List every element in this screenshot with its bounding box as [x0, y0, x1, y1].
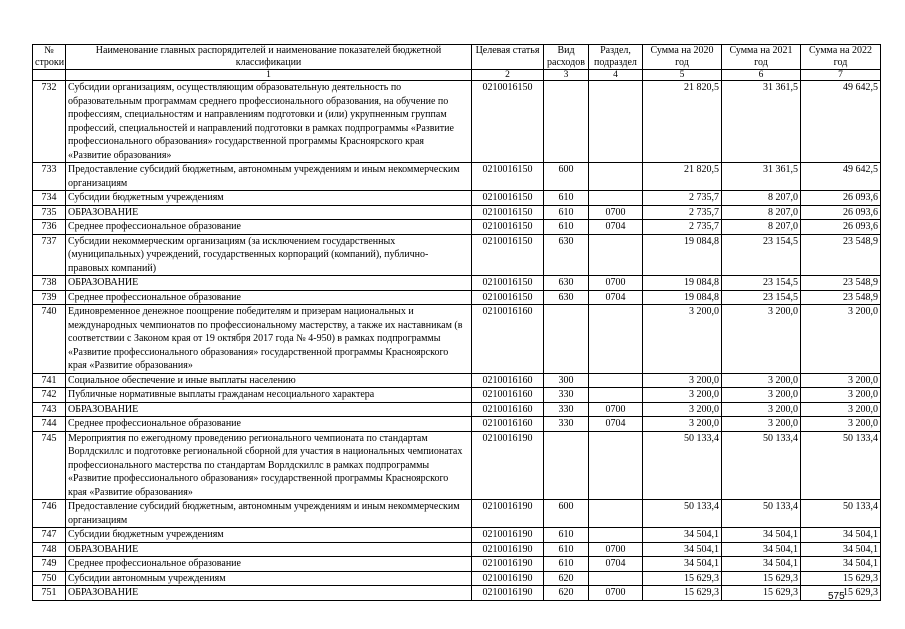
- row-name: Среднее профессиональное образование: [66, 417, 472, 432]
- row-expense-type: 600: [544, 500, 589, 528]
- row-sum-2021: 50 133,4: [722, 431, 801, 500]
- row-section: 0700: [589, 205, 643, 220]
- table-row: [33, 81, 881, 163]
- row-sum-2022: 34 504,1: [801, 542, 881, 557]
- row-expense-type: 630: [544, 234, 589, 276]
- row-sum-2022: 23 548,9: [801, 276, 881, 291]
- row-target-article: 0210016150: [472, 191, 544, 206]
- row-sum-2022: 3 200,0: [801, 305, 881, 374]
- table-row: [33, 163, 881, 191]
- row-expense-type: 610: [544, 542, 589, 557]
- row-sum-2022: 15 629,3: [801, 586, 881, 601]
- row-sum-2020: 2 735,7: [643, 191, 722, 206]
- table-row: [33, 402, 881, 417]
- column-number: 3: [544, 70, 589, 81]
- row-section: [589, 571, 643, 586]
- row-expense-type: 600: [544, 163, 589, 191]
- row-section: [589, 431, 643, 500]
- table-row: [33, 220, 881, 235]
- row-expense-type: 300: [544, 373, 589, 388]
- row-section: 0700: [589, 586, 643, 601]
- row-target-article: 0210016160: [472, 402, 544, 417]
- row-sum-2021: 15 629,3: [722, 571, 801, 586]
- row-section: [589, 500, 643, 528]
- row-name: ОБРАЗОВАНИЕ: [66, 542, 472, 557]
- table-row: [33, 528, 881, 543]
- row-sum-2022: 34 504,1: [801, 557, 881, 572]
- row-number: 741: [33, 373, 66, 388]
- row-sum-2022: 23 548,9: [801, 290, 881, 305]
- header-target: Целевая статья: [472, 45, 544, 70]
- row-expense-type: [544, 431, 589, 500]
- row-sum-2020: 34 504,1: [643, 542, 722, 557]
- row-sum-2021: 8 207,0: [722, 205, 801, 220]
- column-number-row: [33, 70, 881, 81]
- row-sum-2022: 3 200,0: [801, 388, 881, 403]
- page-number: 575: [828, 591, 845, 602]
- row-name: Мероприятия по ежегодному проведению регионального чемпионата по стандартам Ворлдскиллс и подготовке региональной сборной для участия в национальных чемпионатах профессионального мастерства по стандартам Ворлдскиллс в рамках подпрограммы «Развитие профессионального образования» государственной программы Красноярского края «Развитие образования»: [66, 431, 472, 500]
- row-target-article: 0210016190: [472, 431, 544, 500]
- row-sum-2022: 49 642,5: [801, 163, 881, 191]
- row-target-article: 0210016190: [472, 571, 544, 586]
- row-sum-2021: 3 200,0: [722, 305, 801, 374]
- row-sum-2020: 3 200,0: [643, 373, 722, 388]
- row-sum-2021: 3 200,0: [722, 388, 801, 403]
- row-sum-2022: 26 093,6: [801, 191, 881, 206]
- row-sum-2021: 34 504,1: [722, 557, 801, 572]
- table-row: [33, 191, 881, 206]
- row-sum-2021: 31 361,5: [722, 163, 801, 191]
- row-sum-2022: 49 642,5: [801, 81, 881, 163]
- table-row: [33, 417, 881, 432]
- row-expense-type: 610: [544, 528, 589, 543]
- row-sum-2020: 15 629,3: [643, 571, 722, 586]
- row-expense-type: 330: [544, 388, 589, 403]
- row-target-article: 0210016150: [472, 205, 544, 220]
- row-target-article: 0210016160: [472, 305, 544, 374]
- row-name: Среднее профессиональное образование: [66, 220, 472, 235]
- column-number-blank: [33, 70, 66, 81]
- table-row: [33, 305, 881, 374]
- row-sum-2022: 26 093,6: [801, 205, 881, 220]
- row-sum-2020: 3 200,0: [643, 402, 722, 417]
- row-sum-2022: 26 093,6: [801, 220, 881, 235]
- header-row: [33, 45, 881, 70]
- row-sum-2020: 15 629,3: [643, 586, 722, 601]
- table-row: [33, 557, 881, 572]
- row-sum-2021: 34 504,1: [722, 528, 801, 543]
- row-name: ОБРАЗОВАНИЕ: [66, 205, 472, 220]
- column-number: 7: [801, 70, 881, 81]
- row-sum-2020: 50 133,4: [643, 500, 722, 528]
- row-sum-2020: 3 200,0: [643, 417, 722, 432]
- header-2021: Сумма на 2021 год: [722, 45, 801, 70]
- table-row: [33, 431, 881, 500]
- row-name: Субсидии бюджетным учреждениям: [66, 191, 472, 206]
- row-target-article: 0210016150: [472, 163, 544, 191]
- row-section: 0700: [589, 402, 643, 417]
- row-sum-2020: 21 820,5: [643, 81, 722, 163]
- row-name: Субсидии некоммерческим организациям (за исключением государственных (муниципальных) учреждений, государственных корпораций (компаний), публично-правовых компаний): [66, 234, 472, 276]
- row-sum-2022: 23 548,9: [801, 234, 881, 276]
- row-sum-2022: 50 133,4: [801, 431, 881, 500]
- header-section: Раздел, подраздел: [589, 45, 643, 70]
- row-section: 0704: [589, 290, 643, 305]
- row-name: Предоставление субсидий бюджетным, автономным учреждениям и иным некоммерческим организациям: [66, 163, 472, 191]
- row-target-article: 0210016150: [472, 276, 544, 291]
- row-name: Единовременное денежное поощрение победителям и призерам национальных и международных чемпионатов по профессиональному мастерству, а также их наставникам (в соответствии с Законом края от 19 октября 2017 года № 4-950) в рамках подпрограммы «Развитие профессионального образования» государственной программы Красноярского края «Развитие образования»: [66, 305, 472, 374]
- row-number: 732: [33, 81, 66, 163]
- row-number: 736: [33, 220, 66, 235]
- row-sum-2021: 31 361,5: [722, 81, 801, 163]
- row-sum-2020: 34 504,1: [643, 557, 722, 572]
- row-sum-2020: 19 084,8: [643, 290, 722, 305]
- row-expense-type: 610: [544, 205, 589, 220]
- row-sum-2021: 3 200,0: [722, 373, 801, 388]
- row-target-article: 0210016190: [472, 500, 544, 528]
- row-expense-type: 610: [544, 557, 589, 572]
- row-number: 743: [33, 402, 66, 417]
- row-sum-2021: 15 629,3: [722, 586, 801, 601]
- row-section: 0700: [589, 542, 643, 557]
- row-section: [589, 528, 643, 543]
- row-sum-2022: 3 200,0: [801, 373, 881, 388]
- row-expense-type: 620: [544, 586, 589, 601]
- header-name: Наименование главных распорядителей и наименование показателей бюджетной классификации: [66, 45, 472, 70]
- row-number: 750: [33, 571, 66, 586]
- row-name: Предоставление субсидий бюджетным, автономным учреждениям и иным некоммерческим организациям: [66, 500, 472, 528]
- row-section: [589, 81, 643, 163]
- row-sum-2021: 50 133,4: [722, 500, 801, 528]
- row-number: 733: [33, 163, 66, 191]
- row-name: Публичные нормативные выплаты гражданам несоциального характера: [66, 388, 472, 403]
- row-name: Среднее профессиональное образование: [66, 557, 472, 572]
- row-sum-2022: 34 504,1: [801, 528, 881, 543]
- budget-table: [32, 44, 881, 601]
- row-target-article: 0210016150: [472, 220, 544, 235]
- row-section: [589, 191, 643, 206]
- row-expense-type: [544, 305, 589, 374]
- row-target-article: 0210016160: [472, 417, 544, 432]
- table-row: [33, 571, 881, 586]
- column-number: 5: [643, 70, 722, 81]
- row-sum-2021: 23 154,5: [722, 234, 801, 276]
- row-sum-2021: 3 200,0: [722, 417, 801, 432]
- row-number: 749: [33, 557, 66, 572]
- table-row: [33, 276, 881, 291]
- row-sum-2022: 50 133,4: [801, 500, 881, 528]
- column-number: 2: [472, 70, 544, 81]
- row-name: ОБРАЗОВАНИЕ: [66, 402, 472, 417]
- row-expense-type: 330: [544, 402, 589, 417]
- row-number: 740: [33, 305, 66, 374]
- row-section: [589, 163, 643, 191]
- row-name: ОБРАЗОВАНИЕ: [66, 276, 472, 291]
- row-sum-2021: 8 207,0: [722, 191, 801, 206]
- row-sum-2020: 2 735,7: [643, 205, 722, 220]
- column-number: 1: [66, 70, 472, 81]
- row-number: 748: [33, 542, 66, 557]
- row-sum-2022: 3 200,0: [801, 417, 881, 432]
- header-num: № строки: [33, 45, 66, 70]
- row-sum-2021: 23 154,5: [722, 276, 801, 291]
- row-number: 742: [33, 388, 66, 403]
- row-section: 0700: [589, 276, 643, 291]
- row-name: Субсидии автономным учреждениям: [66, 571, 472, 586]
- table-row: [33, 500, 881, 528]
- row-number: 746: [33, 500, 66, 528]
- row-target-article: 0210016150: [472, 290, 544, 305]
- header-2022: Сумма на 2022 год: [801, 45, 881, 70]
- row-section: 0704: [589, 220, 643, 235]
- row-sum-2021: 8 207,0: [722, 220, 801, 235]
- table-row: [33, 290, 881, 305]
- column-number: 4: [589, 70, 643, 81]
- row-name: ОБРАЗОВАНИЕ: [66, 586, 472, 601]
- row-sum-2020: 34 504,1: [643, 528, 722, 543]
- row-sum-2020: 19 084,8: [643, 234, 722, 276]
- row-sum-2020: 19 084,8: [643, 276, 722, 291]
- row-expense-type: 610: [544, 191, 589, 206]
- row-target-article: 0210016190: [472, 557, 544, 572]
- table-row: [33, 205, 881, 220]
- row-section: [589, 305, 643, 374]
- table-row: [33, 234, 881, 276]
- row-expense-type: 610: [544, 220, 589, 235]
- row-number: 739: [33, 290, 66, 305]
- row-sum-2020: 3 200,0: [643, 388, 722, 403]
- row-name: Социальное обеспечение и иные выплаты населению: [66, 373, 472, 388]
- header-type: Вид расходов: [544, 45, 589, 70]
- table-row: [33, 586, 881, 601]
- row-expense-type: 630: [544, 276, 589, 291]
- row-number: 737: [33, 234, 66, 276]
- row-number: 734: [33, 191, 66, 206]
- row-sum-2020: 50 133,4: [643, 431, 722, 500]
- row-number: 747: [33, 528, 66, 543]
- column-number: 6: [722, 70, 801, 81]
- row-sum-2021: 3 200,0: [722, 402, 801, 417]
- row-sum-2022: 15 629,3: [801, 571, 881, 586]
- row-target-article: 0210016190: [472, 528, 544, 543]
- row-expense-type: 630: [544, 290, 589, 305]
- row-section: [589, 234, 643, 276]
- row-section: 0704: [589, 417, 643, 432]
- row-sum-2020: 21 820,5: [643, 163, 722, 191]
- table-row: [33, 388, 881, 403]
- row-number: 735: [33, 205, 66, 220]
- row-target-article: 0210016190: [472, 542, 544, 557]
- row-expense-type: [544, 81, 589, 163]
- row-number: 744: [33, 417, 66, 432]
- header-2020: Сумма на 2020 год: [643, 45, 722, 70]
- row-number: 738: [33, 276, 66, 291]
- row-name: Субсидии организациям, осуществляющим образовательную деятельность по образовательным программам среднего профессионального образования, на обучение по профессиям, специальностям и направлениям подготовки и (или) укрупненным группам профессий, специальностей и направлений подготовки в рамках подпрограммы «Развитие профессионального образования» государственной программы Красноярского края «Развитие образования»: [66, 81, 472, 163]
- row-number: 751: [33, 586, 66, 601]
- row-sum-2020: 3 200,0: [643, 305, 722, 374]
- row-sum-2021: 23 154,5: [722, 290, 801, 305]
- row-sum-2020: 2 735,7: [643, 220, 722, 235]
- row-sum-2022: 3 200,0: [801, 402, 881, 417]
- row-target-article: 0210016190: [472, 586, 544, 601]
- row-sum-2021: 34 504,1: [722, 542, 801, 557]
- row-name: Среднее профессиональное образование: [66, 290, 472, 305]
- row-section: 0704: [589, 557, 643, 572]
- row-name: Субсидии бюджетным учреждениям: [66, 528, 472, 543]
- row-section: [589, 388, 643, 403]
- row-target-article: 0210016160: [472, 373, 544, 388]
- table-row: [33, 373, 881, 388]
- table-row: [33, 542, 881, 557]
- row-target-article: 0210016150: [472, 81, 544, 163]
- row-target-article: 0210016150: [472, 234, 544, 276]
- row-expense-type: 330: [544, 417, 589, 432]
- row-number: 745: [33, 431, 66, 500]
- row-section: [589, 373, 643, 388]
- row-expense-type: 620: [544, 571, 589, 586]
- row-target-article: 0210016160: [472, 388, 544, 403]
